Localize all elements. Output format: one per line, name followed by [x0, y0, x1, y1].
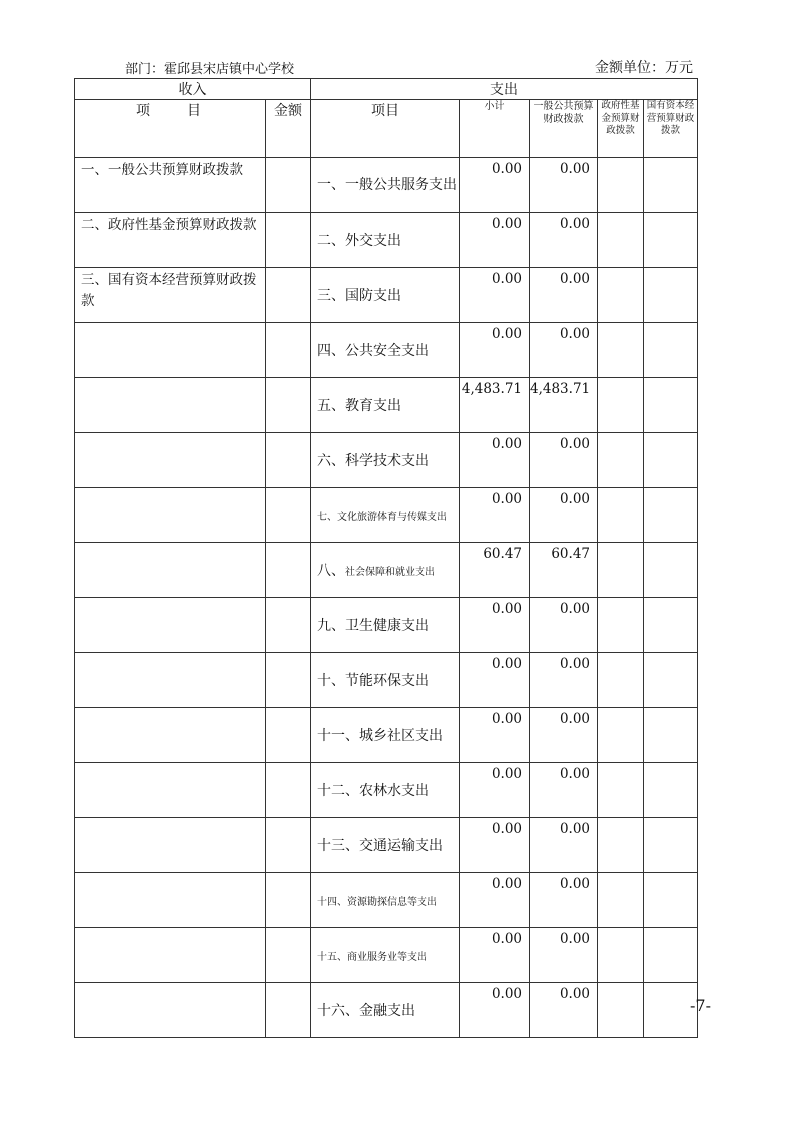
state-capital-value: [644, 158, 698, 213]
expense-item: 一、一般公共服务支出: [311, 158, 460, 213]
expense-header: 支出: [311, 79, 698, 100]
fund-value: [598, 818, 644, 873]
expense-item: [311, 543, 460, 598]
state-capital-value: [644, 763, 698, 818]
general-budget-value: 0.00: [530, 983, 598, 1038]
fund-value: [598, 598, 644, 653]
col-exp-item-header: 项目: [311, 100, 460, 158]
income-item: 三、国有资本经营预算财政拨款: [75, 268, 266, 323]
expense-item: 十、节能环保支出: [311, 653, 460, 708]
subtotal-value: 60.47: [460, 543, 530, 598]
table-row: [75, 708, 698, 763]
table-row: [75, 433, 698, 488]
fund-value: [598, 213, 644, 268]
expense-item-label: 社会保障和就业支出: [345, 567, 435, 578]
expense-item: 二、外交支出: [311, 213, 460, 268]
table-row: [75, 983, 698, 1038]
subtotal-value: 0.00: [460, 818, 530, 873]
table-row: [75, 873, 698, 928]
table-row: [75, 213, 698, 268]
state-capital-value: [644, 708, 698, 763]
table-row: [75, 598, 698, 653]
fund-value: [598, 653, 644, 708]
income-amount: [266, 708, 311, 763]
col-general-header: 一般公共预算财政拨款: [530, 100, 598, 158]
subtotal-value: 0.00: [460, 983, 530, 1038]
income-amount: [266, 543, 311, 598]
fund-value: [598, 543, 644, 598]
subtotal-value: 0.00: [460, 268, 530, 323]
income-item: [75, 433, 266, 488]
subtotal-value: 0.00: [460, 708, 530, 763]
state-capital-value: [644, 378, 698, 433]
income-item: [75, 873, 266, 928]
expense-item: 六、科学技术支出: [311, 433, 460, 488]
income-amount: [266, 983, 311, 1038]
fund-value: [598, 378, 644, 433]
expense-item: 十五、商业服务业等支出: [311, 928, 460, 983]
general-budget-value: 0.00: [530, 708, 598, 763]
general-budget-value: 0.00: [530, 598, 598, 653]
fund-value: [598, 928, 644, 983]
income-amount: [266, 598, 311, 653]
subtotal-value: 0.00: [460, 158, 530, 213]
expense-item: 十六、金融支出: [311, 983, 460, 1038]
fund-value: [598, 268, 644, 323]
income-item: [75, 763, 266, 818]
subtotal-value: 0.00: [460, 928, 530, 983]
state-capital-value: [644, 818, 698, 873]
general-budget-value: 0.00: [530, 433, 598, 488]
general-budget-value: 0.00: [530, 763, 598, 818]
expense-item: 七、文化旅游体育与传媒支出: [311, 488, 460, 543]
income-amount: [266, 763, 311, 818]
state-capital-value: [644, 268, 698, 323]
col-item-header: 项 目: [75, 100, 266, 158]
income-item: [75, 323, 266, 378]
income-item: [75, 818, 266, 873]
general-budget-value: 0.00: [530, 488, 598, 543]
col-fund-header: 政府性基金预算财政拨款: [598, 100, 644, 158]
table-row: [75, 653, 698, 708]
income-amount: [266, 323, 311, 378]
col-subtotal-header: 小计: [460, 100, 530, 158]
expense-item: 四、公共安全支出: [311, 323, 460, 378]
income-amount: [266, 268, 311, 323]
subtotal-value: 0.00: [460, 653, 530, 708]
general-budget-value: 0.00: [530, 928, 598, 983]
general-budget-value: 0.00: [530, 213, 598, 268]
state-capital-value: [644, 433, 698, 488]
subtotal-value: 4,483.71: [460, 378, 530, 433]
general-budget-value: 0.00: [530, 818, 598, 873]
subtotal-value: 0.00: [460, 873, 530, 928]
subtotal-value: 0.00: [460, 488, 530, 543]
fund-value: [598, 488, 644, 543]
income-item: [75, 488, 266, 543]
income-item: [75, 708, 266, 763]
expense-item: 九、卫生健康支出: [311, 598, 460, 653]
fund-value: [598, 433, 644, 488]
budget-table: [74, 78, 698, 1038]
table-row: [75, 158, 698, 213]
income-item: [75, 983, 266, 1038]
expense-item: 十三、交通运输支出: [311, 818, 460, 873]
state-capital-value: [644, 928, 698, 983]
subtotal-value: 0.00: [460, 763, 530, 818]
expense-item: 五、教育支出: [311, 378, 460, 433]
expense-item: 十一、城乡社区支出: [311, 708, 460, 763]
state-capital-value: [644, 653, 698, 708]
general-budget-value: 0.00: [530, 268, 598, 323]
expense-item: 十二、农林水支出: [311, 763, 460, 818]
fund-value: [598, 323, 644, 378]
income-amount: [266, 818, 311, 873]
income-item: 二、政府性基金预算财政拨款: [75, 213, 266, 268]
general-budget-value: 4,483.71: [530, 378, 598, 433]
income-amount: [266, 653, 311, 708]
page-number: -7-: [690, 996, 711, 1015]
table-row: [75, 323, 698, 378]
income-item: [75, 928, 266, 983]
col-amount-header: 金额: [266, 100, 311, 158]
fund-value: [598, 983, 644, 1038]
unit-label: 金额单位：万元: [595, 60, 693, 76]
general-budget-value: 60.47: [530, 543, 598, 598]
fund-value: [598, 873, 644, 928]
department-label: 部门：霍邱县宋店镇中心学校: [125, 62, 295, 77]
state-capital-value: [644, 543, 698, 598]
table-row: [75, 488, 698, 543]
state-capital-value: [644, 873, 698, 928]
income-amount: [266, 158, 311, 213]
income-amount: [266, 928, 311, 983]
income-item: 一、一般公共预算财政拨款: [75, 158, 266, 213]
income-item: [75, 598, 266, 653]
table-row: [75, 818, 698, 873]
expense-item-prefix: 八、: [317, 563, 345, 579]
state-capital-value: [644, 488, 698, 543]
state-capital-value: [644, 213, 698, 268]
table-row: [75, 268, 698, 323]
table-row: [75, 378, 698, 433]
col-state-capital-header: 国有资本经营预算财政拨款: [644, 100, 698, 158]
fund-value: [598, 763, 644, 818]
income-amount: [266, 873, 311, 928]
subtotal-value: 0.00: [460, 433, 530, 488]
table-row: [75, 763, 698, 818]
state-capital-value: [644, 598, 698, 653]
income-item: [75, 378, 266, 433]
income-item: [75, 653, 266, 708]
income-amount: [266, 433, 311, 488]
subtotal-value: 0.00: [460, 213, 530, 268]
general-budget-value: 0.00: [530, 653, 598, 708]
table-row: [75, 928, 698, 983]
income-amount: [266, 488, 311, 543]
fund-value: [598, 708, 644, 763]
subtotal-value: 0.00: [460, 598, 530, 653]
general-budget-value: 0.00: [530, 323, 598, 378]
expense-item: 三、国防支出: [311, 268, 460, 323]
fund-value: [598, 158, 644, 213]
income-item: [75, 543, 266, 598]
general-budget-value: 0.00: [530, 873, 598, 928]
general-budget-value: 0.00: [530, 158, 598, 213]
income-amount: [266, 378, 311, 433]
expense-item: 十四、资源勘探信息等支出: [311, 873, 460, 928]
table-row: [75, 543, 698, 598]
subtotal-value: 0.00: [460, 323, 530, 378]
state-capital-value: [644, 323, 698, 378]
income-header: 收入: [75, 79, 311, 100]
income-amount: [266, 213, 311, 268]
